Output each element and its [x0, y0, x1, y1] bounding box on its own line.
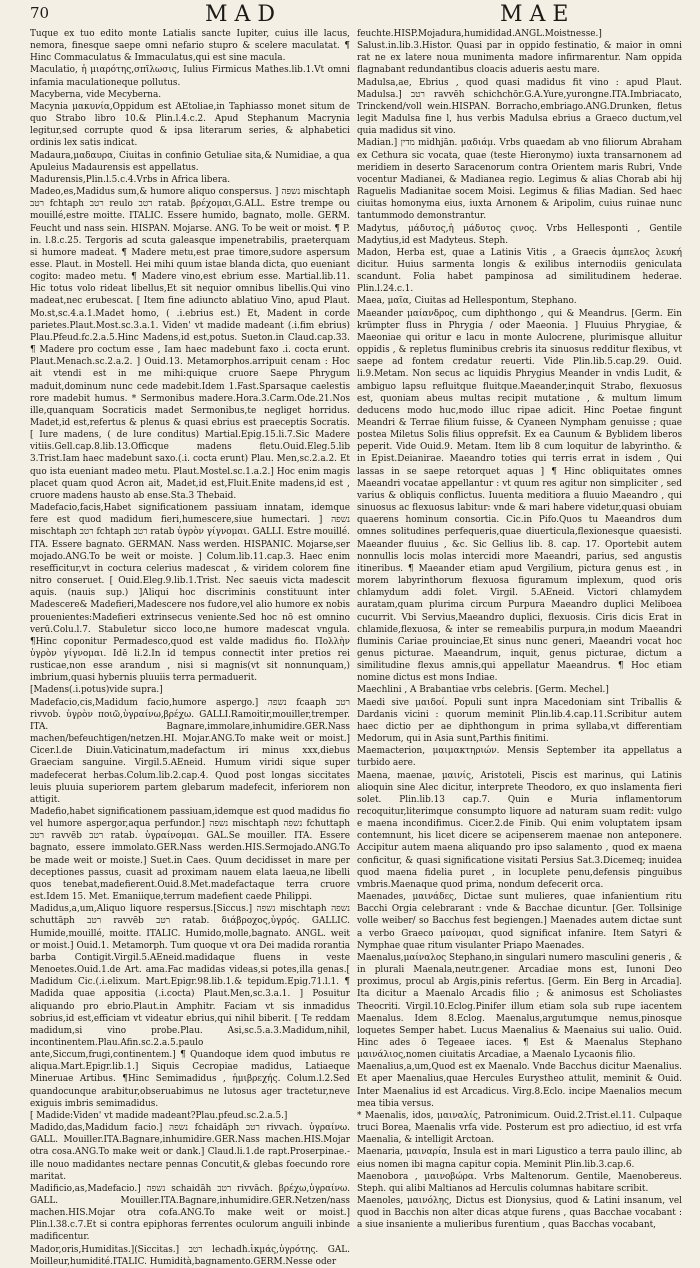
dictionary-entry: Madaura,μαδαυρα, Ciuitas in confinio Getuliae sita,& Numidiae, a qua Apuleius Madaurensis est appellatus.: [30, 150, 350, 173]
dictionary-entry: * Maenalis, idos, μαιναλίς, Patronimicum. Ouid.2.Trist.el.11. Culpaque truci Borea, Maenalis vrfa vide. Posterum est pro adiectiuo, id est vrfa Maenalia, & intelligit Arctoan.: [357, 1110, 682, 1146]
dictionary-entry: Madytus, μάδυτος,ἡ μάδυτος ςινος. Vrbs Hellesponti , Gentile Madytius,id est Madyteus. Steph.: [357, 223, 682, 246]
dictionary-entry: Maenaria, μαιναρία, Insula est in mari Ligustico a terra paulo illinc, ab eius nomen ibi magna capitur copia. Meminit Plin.lib.3.cap.6.: [357, 1147, 682, 1170]
dictionary-entry: Madeo,es,Madidus sum,& humore aliquo conspersus. ] נשפה mischtaph רטב fchtaph רטב reulo רטב ratab. βρέχομαι,G.ALL. Estre trempe ou mouillé,estre moitte. ITALIC. Essere humido, bagnato, molle. GERM. Feucht und nass sein. HISPAN. Mojarse. ANG. To be weit or moist. ¶ P. in. l.8.c.25. Tergoris ad scuta galeasque impenetrabilis, praeterquam si humore madeat. ¶ Madere metu,est prae timore,sudore aspersum esse. Plaut. in Mostell. Hei mihi quum istae blanda dicta, quo eueniant cogito: madeo metu. ¶ Madere vino,est ebrium esse. Martial.lib.11. Hic totus volo rideat libellus,Et sit nequior omnibus libellis.Qui vino madeat,nec erubescat. [ Item fine adiuncto ablatiuo Vino, apud Plaut. Mo.st,sc.4.a.1.Madet homo, ( .i.ebrius est.) Et, Madent in corde parietes.Plaut.Most.sc.3.a.1. Viden' vt madide madeant (.i.fim ebrius) Plau.Pfeud.fc.2.a.5.Hinc Madens,id est,potus. Sueton.in Claud.cap.33. ¶ Madere pro coctum esse , Iam haec madebunt faxo .i. cocta erunt. Plaut.Menach.sc.2.a.2. ] Ouid.13. Metamorphos.arripuit cenam : Hoc ait vtendi est in me mihi:quique cruore Saepe Phrygum maduit,dominum nunc cede madebit.Idem 1.Fast.Sparsaque caelestis rore madebit humus. * Sermonibus madere.Hora.3.Carm.Ode.21.Nos ille,quanquam Socraticis madet Sermonibus,te negliget horridus. Madet,id est,refertus & plenus & quasi ebrius est praeceptis Socratis. [ Iure madens, ( de lure conditus) Martial.Epig.15.li.7.Sic Madere vitiis.Gell.cap.8.lib.13.Officque madens fletu.Ouid.Eleg.5.lib 3.Trist.Iam haec madebunt saxo.(.i. cocta erunt) Plau. Men,sc.2.a.2. Et quo ista eueniant madeo metu. Plaut.Mostel.sc.1.a.2.] Hoc enim magis placet quam quod Acron ait, Madet,id est,Fluit.Enite madens,id est , cruore madens hausto ab ense.Sta.3 Thebaid.: [30, 187, 350, 501]
right-column: [357, 28, 683, 1231]
page-number: 70: [30, 4, 50, 22]
running-head-right: MAE: [500, 2, 576, 27]
dictionary-entry: Maeander μαίανδρος, cum diphthongo , qui & Meandrus. [Germ. Ein krümpter fluss in Phrygia / oder Maeonia. ] Fluuius Phrygiae, & Maeoniae qui oritur e lacu in monte Aulocrene, plurimisque alluitur oppidis , & repletus fluminibus crebris ita sinuosus redditur flexibus, vt saepe ad fontem credatur reuerti. Vide Plin.lib.5.cap.29. Ouid. li.9.Metam. Non secus ac liquidis Phrygius Meander in vndis Ludit, & ambiguo lapsu refluitque fluitque.Maeander,inquit Strabo, flexuosus est, quoniam abeus multas recipit mutatione , & multum limum deducens modo huc,modo illuc ripae adicit. Hinc Poetae fingunt Meandri & Terrae filium fuisse, & Cyaneen Nympham genuisse ; quae postea Miletus Solis filius opprefsit. Ex ea Caunum & Byblidem liberos peperit. Vide Ouid.9. Metam. Item lib 8 cum loquitur de labyrintho. & in Epist.Deianirae. Maeandro toties qui terris errat in isdem , Qui lassas in se saepe retorquet aquas ] ¶ Hinc obliquitates omnes Maeandri vocatae appellantur : vt quum res agitur non simpliciter , sed varius & obliquis conflictus. Iuuenta meditiora a fluuio Maeandro , qui sinuosus ac flexuosus labitur: vnde & mari habere videtur,quasi obuiam quaerens hominum consortia. Cic.in Pifo.Quos tu Maeandros dum omnes solitudines perfequeris,quae diuerticula,flexionesque quaesisti. Maeander fluuius , &c. Sic Gellius lib. 8. cap. 17. Oportebit autem nonnullis locis molas intercidi more Maeandri, parius, sed angustis itineribus. ¶ Maeander etiam apud Vergilium, pictura genus est , in morem labyrinthorum flexuosa figuramum implexum, quod oris chlamydum addi folet. Virgil. 5.AEneid. Victori chlamydem auratam,quam plurima circum Purpura Maeandro duplici Meliboea cucurrit. Vbi Servius,Maeandro duplici, flexuosis. Ciris dicis Erat in chlamide,flexuosa, & inter se remeabilis purpura,in modum Maeandri fluminis Cariae prouinciae,Et sinus nunc generi, Maeandri vocat hoc genus picturae. Maeandrum, inquit, genus picturae, dictum a similitudine flexus amnis,qui appellatur Maeandrus. ¶ Hoc etiam nomine dictus est mons Indiae.: [357, 308, 682, 684]
dictionary-entry: Tuque ex tuo edito monte Latialis sancte Iupiter, cuius ille lacus, nemora, finesque saepe omni nefario stupro & scelere maculatat. ¶ Hinc Commaculatus & Immaculatus,qui est sine macula.: [30, 29, 350, 64]
page-header: [0, 4, 700, 26]
dictionary-entry: feuchte.HISP.Mojadura,humididad.ANGL.Moistnesse.] Salust.in.lib.3.Histor. Quasi par in oppido festinatio, & maior in omni rat ne ex latere noua munimenta madore infirmarentur. Nam oppida flagnabant redundantibus cloacis adueris aestu mare.: [357, 29, 682, 76]
dictionary-entry: Maedi sive μαιδοί. Populi sunt inpra Macedoniam sint Triballis & Dardanis vicini : quorum meminit Plin.lib.4.cap.11.Scribitur autem haec dictio per ae diphthongum in prima syllaba,vt differentiam Medorum, qui in Asia sunt,Parthis finitimi.: [357, 697, 682, 745]
dictionary-entry: Maenades, μαινάδες, Dictae sunt mulieres, quae infanientium ritu Bacchi Orgia celebrarant : vnde & Bacchae dicuntur. [Ger. Tollsinige volle weiber/ so Bacchus fest begiengen.] Maenades autem dictae sunt a verbo Graeco μαίνομαι, quod significat infanire. Item Satyri & Nymphae quae ritum visulanter Priapo Maenades.: [357, 892, 682, 951]
dictionary-entry: [ Madide:Viden' vt madide madeant?Plau.pfeud.sc.2.a.5.]: [30, 1110, 288, 1121]
dictionary-entry: Macyberna, vide Mecyberna.: [30, 89, 162, 100]
dictionary-entry: Maea, μαῖα, Ciuitas ad Hellespontum, Stephano.: [357, 296, 577, 307]
running-head-left: MAD: [205, 2, 283, 27]
dictionary-entry: Maenobora , μαινοβώρα. Vrbs Maltenorum. Gentile, Maenobereus. Steph. qui alibi Maltianos ad Herculis columnas habitare scribit.: [357, 1171, 682, 1194]
dictionary-entry: Madefacio,cis,Madidum facio,humore aspergo.] נשפה fcaaph רטב rivvob. ὑγρὸν ποιῶ,ὑγραίνω,βρέχω. GALLI.Ramoitir,mouiller,tremper. ITA. Bagnare,immolare,inhumidire.GER.Nass machen/befeuchtigen/netzen.HI. Mojar.ANG.To make weit or moist.] Cicer.l.de Diuin.Vaticinatum,madefactum iri minus xxx,diebus Graeciam sanguine. Virgil.5.AEneid. Humum viridi sique super madefecerat herbas.Colum.lib.2.cap.4. Quod post longas siccitates leuis pluuia superiorem partem glebarum madefecit, inferiorem non attigit.: [30, 697, 350, 805]
dictionary-entry: [Madens(.i.potus)vide supra.]: [30, 685, 163, 696]
dictionary-entry: Madulsa,ae, Ebrius , quod quasi madidus fit vino : apud Plaut. Madulsa.] רטב ravvēh schichchōr.G.A.Yure,yurongne.ITA.Imbriacato, Trinckend/voll wein.HISPAN. Borracho,embriago.ANG.Drunken, fletus legit Madulsa fine l, hus verbis Madulsa ebrius a Graeco ductum,vel quia madidus sit vino.: [357, 77, 682, 137]
dictionary-entry: Maechlini , A Brabantiae vrbs celebris. [Germ. Mechel.]: [357, 685, 609, 696]
dictionary-entry: Maena, maenae, μαινίς, Aristoteli, Piscis est marinus, qui Latinis alioquin sine Alec dicitur, interprete Theodoro, ex quo inslamenta fieri solet. Plin.lib.13 cap.7. Quin e Muria inflamentorum recoquitur,literimque consumpto liquore ad naturam suam redit: vulgo e maena incondifimus. Cicer.2.de Finib. Qui enim voluptatem ipsam contemnunt, his licet dicere se acipenserem maenae non anteponere. Accipitur autem maena aliquando pro ipso salamento , quod ex maena conficitur, & quasi significatione visitati Persius Sat.3.Dicemeq; inuidea quod maena fidelia puret , in locuplete penu,defensis pinguibus vmbris.Maenaque quod prima, nondum defecerit orca.: [357, 770, 682, 890]
dictionary-entry: Madificio,as,Madefacio.] נשפה schaidāh רטב rivvāch. βρέχω,ὑγραίνω. GALL. Mouiller.ITA.Bagnare,inhumidire.GER.Netzen/nass machen.HIS.Mojar otra cofa.ANG.To make weit or moist.] Plin.l.38.c.7.Et si contra epiphoras ferrentes oculorum anguili inbinde madificentur.: [30, 1183, 351, 1243]
dictionary-entry: Madurensis,Plin.l.5.c.4.Vrbs in Africa libera.: [30, 174, 231, 185]
dictionary-entry: Madidus,a,um,Aliquo liquore respersus.[Siccus.] נשפה mischtaph נשפה schuttāph רטב ravvēb רטב ratab. διάβροχος,ὑγρός. GALLIC. Humide,mouillé, moitte. ITALIC. Humido,molle,bagnato. ANGL. weit or moist.] Ouid.1. Metamorph. Tum quoque vt ora Dei madida rorantia barba Contigit.Virgil.5.AEneid.madidaque fluens in veste Menoetes.Ouid.1.de Art. ama.Fac madidas videas,si potes,illa genas.[ Madidum Cic.(.i.elixum. Mart.Epigr.98.lib.1.& tepidum.Epig.71.l.1. ¶ Madida quae appositia (.i.cocta) Plaut.Men,sc.3.a.1. ] Posuitur aliquando pro ebrio.Plaut.in Amphitr. Faciam vt sis inmadidus sobrius,id est,efficiam vt videatur ebrius,qui nihil biberit. [ Te reddam madidum,si vino probe.Plau. Asi,sc.5.a.3.Madidum,nihil, incontinentem.Plau.Afin.sc.2.a.5.paulo ante,Siccum,frugi,continentem.] ¶ Quandoque idem quod imbutus re aliqua.Mart.Epigr.lib.1.] Siquis Cecropiae madidus, Latiaeque Mineruae Artibus. ¶Hinc Semimadidus , ἡμιβρεχής. Colum.l.2.Sed quandocunque arabitur,obseruabimus ne lutosus ager tractetur,neve exiguis imbris semimadidus.: [30, 904, 350, 1109]
dictionary-entry: Madido,das,Madidum facio.] נשפה fchaidāph רטב rivvach. ὑγραίνω. GALL. Mouiller.ITA.Bagnare,inhumidire.GER.Nass machen.HIS.Mojar otra cosa.ANG.To make weit or dank.] Claud.li.1.de rapt.Proserpinae.-ille nouo madidantes nectare pennas Concutit,& glebas foecundo rore maritat.: [30, 1123, 350, 1182]
dictionary-entry: Macynia μακυνία,Oppidum est AEtoliae,in Taphiasso monet situm de quo Strabo libro 10.& Plin.l.4.c.2. Apud Stephanum Macrynia legitur,sed corrupte quod & ipsa literarum series, & alphabetici ordinis lex satis indicat.: [30, 101, 350, 149]
dictionary-entry: Maenalus,μαίναλος Stephano,in singulari numero masculini generis , & in plurali Maenala,neutr.gener. Arcadiae mons est, Iunoni Deo proximus, procul ab Argis,pinis refertus. [Germ. Ein Berg in Arcadia]. Ita dicitur a Maenalo Arcadis filio ; & animosus est Scholiastes Theocriti. Virgil.10.Eclog.Pinifer illum etiam sola sub rupe iacentem Maenalus. Idem 8.Eclog. Maenalus,argutumque nemus,pinosque loquetes Semper habet. Lucus Maenalius & Maenaius sui ualio. Ouid. Hinc ades ō Tegeaee iaces. ¶ Est & Maenalus Stephano μαινάλιος,nomen ciuitatis Arcadiae, a Maenalo Lycaonis filio.: [357, 952, 682, 1061]
dictionary-entry: Mador,oris,Humiditas.](Siccitas.] רטב lechadh.ἰκμάς,ὑγρότης. GAL. Moilleur,humidité.ITALIC. Humidità,bagnamento.GERM.Nesse oder: [30, 1244, 350, 1267]
dictionary-entry: Maenoles, μαινόλης, Dictus est Dionysius, quod & Latini insanum, vel quod in Bacchis non alter dicas atque furens , quas Bacchae vocabant : a siue insaniente a mulieribus furentium , quas Bacchas vocabant,: [357, 1196, 682, 1231]
left-column: [30, 28, 351, 1267]
dictionary-entry: Maenalius,a,um,Quod est ex Maenalo. Vnde Bacchus dicitur Maenalius. Et aper Maenalius,quae Hercules Eurystheo attulit, meminit & Ouid. Inter Maenalius id est Arcadicus. Virg.8.Eclo. incipe Maenalios mecum mea tibia versus.: [357, 1062, 682, 1109]
dictionary-entry: Madian.] מדין midhjān. μαδιάμ. Vrbs quaedam ab vno filiorum Abraham ex Cethura sic vocata, quae (teste Hieronymo) iuxta transarnonem ad meridiem in deserto Saracenorum contra Orientem maris Rubri, Vnde vocentur Madianei, & Madianea regio. Legimus & alias Chorab abi hij Raguelis Madianitae socem Moisi. Legimus & filias Madian. Sed haec ciuitas homonyma eius, iuxta Arnonem & Aripolim, cuius ruinae nunc tantummodo demonstrantur.: [357, 138, 683, 222]
dictionary-entry: Maemacterion, μαιμακτηριών. Mensis September ita appellatus a turbido aere.: [357, 746, 682, 769]
dictionary-entry: Madefio,habet significationem passiuam,idemque est quod madidus fio vel humore aspergor,aqua perfundor.] נשפה mischtaph נשפה fchuttaph רטב ravvēb רטב ratab. ὑγραίνομαι. GAL.Se mouiller. ITA. Essere bagnato, essere immolato.GER.Nass werden.HIS.Sermojado.ANG.To be made weit or moiste.] Suet.in Caes. Quum decidisset in mare per deceptiones passus, cuasit ad proximam nauem elata laeua,ne libelli quos tenebat,madefierent.Ouid.8.Met.madefactaque terra cruore est.Idem 15. Met. Emaniique,terrum madefient caede Philippi.: [30, 807, 351, 903]
dictionary-entry: Madefacio,facis,Habet significationem passiuam innatam, idemque fere est quod madidum fieri,humescere,siue humectari. ] נשפה mischtaph רטב fchtaph רטב ratab ὑγρὸν γίγνομαι. GALLI. Estre mouillé. ITA. Essere bagnato. GERMAN. Nass werden. HISPANIC. Mojarse,ser mojado.ANG.To be weit or moiste. ] Colum.lib.11.cap.3. Haec enim resefficitur,vt in coctura celerius madescat , & viridem colorem fine nitro conseruet. [ Ouid.Eleg.9.lib.1.Trist. Nec saeuis victa madescit aquis. (nauis sup.) ]Aliqui hoc discriminis constituunt inter Madescere& Madefieri,Madescere nos fudore,vel alio humore ex nobis prouenientes:Madefieri extrinsecus veniente.Sed hoc nō est omnino verū.Colu.l.7. Stabuletur sicco loco,ne humore madescat vngula. ¶Hinc coponitur Permadesco,quod est valde madidus fio. Πολλὴν ὑγρὸν γίγνομαι. Idē li.2.In id tempus connectit inter pretios rei rusticae,non esse arandum , nisi si magnis(vt sit nonnunquam,) imbrium,quasi hybernis pluuiis terra permaduerit.: [30, 503, 350, 684]
dictionary-entry: Maculatio, ἡ μιαρότης,σπῖλωσις, Iulius Firmicus Mathes.lib.1.Vt omni infamia maculationeque pollutus.: [30, 65, 350, 88]
dictionary-entry: Madon, Herba est, quae a Latinis Vitis , a Graecis ἀμπελος λευκή dicitur. Huius sarmenta longis & exilibus internodiis geniculata scandunt. Folia habet pampinosa ad similitudinem hederae. Plin.l.24.c.1.: [357, 247, 682, 295]
